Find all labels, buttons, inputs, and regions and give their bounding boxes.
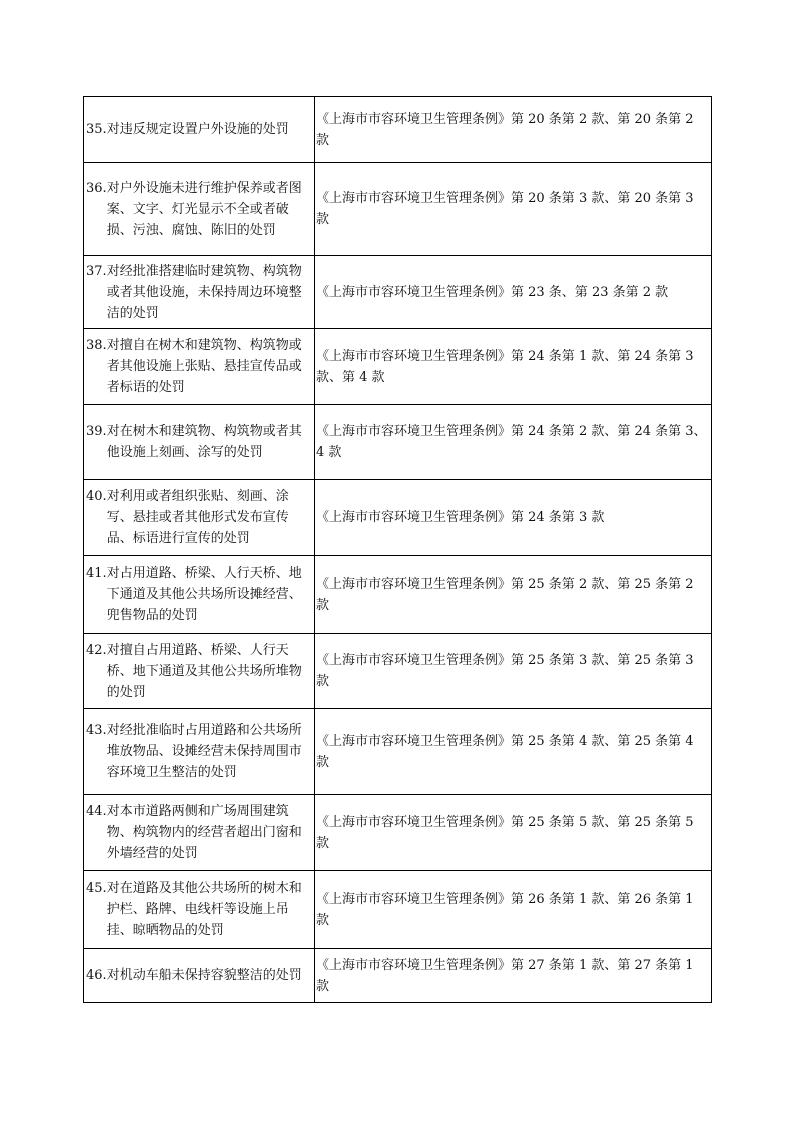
legal-basis-cell: 《上海市市容环境卫生管理条例》第 27 条第 1 款、第 27 条第 1 款	[315, 949, 712, 1003]
table-row	[84, 556, 712, 634]
table-row	[84, 634, 712, 709]
penalty-item-text: 对在树木和建筑物、构筑物或者其他设施上刻画、涂写的处罚	[106, 424, 302, 460]
legal-basis-cell: 《上海市市容环境卫生管理条例》第 26 条第 1 款、第 26 条第 1 款	[315, 871, 712, 949]
item-number: 44.	[86, 804, 107, 819]
table-row	[84, 405, 712, 480]
legal-basis-cell: 《上海市市容环境卫生管理条例》第 23 条、第 23 条第 2 款	[315, 256, 712, 329]
penalty-item-text: 对本市道路两侧和广场周围建筑物、构筑物内的经营者超出门窗和外墙经营的处罚	[106, 804, 302, 861]
item-number: 41.	[86, 566, 107, 581]
penalty-basis-table	[83, 96, 712, 1003]
table-row	[84, 949, 712, 1003]
table-row	[84, 709, 712, 795]
table-row	[84, 163, 712, 256]
item-number: 36.	[86, 180, 107, 196]
penalty-item-cell	[84, 97, 315, 163]
penalty-item-cell	[84, 329, 315, 405]
legal-basis-cell: 《上海市市容环境卫生管理条例》第 24 条第 3 款	[315, 480, 712, 556]
penalty-item-cell	[84, 556, 315, 634]
penalty-item-text: 对户外设施未进行维护保养或者图案、文字、灯光显示不全或者破损、污浊、腐蚀、陈旧的处罚	[106, 180, 302, 238]
penalty-item-cell	[84, 709, 315, 795]
penalty-item-text: 对擅自在树木和建筑物、构筑物或者其他设施上张贴、悬挂宣传品或者标语的处罚	[106, 338, 302, 395]
table-row	[84, 795, 712, 871]
table-row	[84, 256, 712, 329]
item-number: 42.	[86, 642, 107, 658]
penalty-item-cell	[84, 871, 315, 949]
legal-basis-cell: 《上海市市容环境卫生管理条例》第 25 条第 2 款、第 25 条第 2 款	[315, 556, 712, 634]
penalty-item-text: 对机动车船未保持容貌整洁的处罚	[106, 968, 302, 983]
table-row	[84, 871, 712, 949]
penalty-item-text: 对违反规定设置户外设施的处罚	[106, 122, 289, 137]
legal-basis-cell: 《上海市市容环境卫生管理条例》第 25 条第 5 款、第 25 条第 5 款	[315, 795, 712, 871]
item-number: 39.	[86, 424, 107, 439]
penalty-item-text: 对经批准临时占用道路和公共场所堆放物品、设摊经营未保持周围市容环境卫生整洁的处罚	[106, 723, 302, 780]
legal-basis-cell: 《上海市市容环境卫生管理条例》第 25 条第 3 款、第 25 条第 3 款	[315, 634, 712, 709]
penalty-item-text: 对经批准搭建临时建筑物、构筑物或者其他设施，未保持周边环境整洁的处罚	[106, 263, 302, 321]
penalty-item-cell	[84, 634, 315, 709]
penalty-item-text: 对占用道路、桥梁、人行天桥、地下通道及其他公共场所设摊经营、兜售物品的处罚	[106, 566, 302, 623]
table-row	[84, 480, 712, 556]
penalty-item-text: 对擅自占用道路、桥梁、人行天桥、地下通道及其他公共场所堆物的处罚	[106, 642, 302, 700]
penalty-item-cell	[84, 949, 315, 1003]
penalty-item-cell	[84, 405, 315, 480]
table-row	[84, 329, 712, 405]
legal-basis-cell: 《上海市市容环境卫生管理条例》第 25 条第 4 款、第 25 条第 4 款	[315, 709, 712, 795]
item-number: 40.	[86, 489, 107, 504]
table-row	[84, 97, 712, 163]
penalty-item-cell	[84, 163, 315, 256]
item-number: 46.	[86, 968, 107, 983]
penalty-item-cell	[84, 480, 315, 556]
penalty-item-cell	[84, 795, 315, 871]
legal-basis-cell: 《上海市市容环境卫生管理条例》第 24 条第 1 款、第 24 条第 3 款、第 4 款	[315, 329, 712, 405]
penalty-item-text: 对在道路及其他公共场所的树木和护栏、路牌、电线杆等设施上吊挂、晾晒物品的处罚	[106, 881, 302, 938]
legal-basis-cell: 《上海市市容环境卫生管理条例》第 20 条第 2 款、第 20 条第 2 款	[315, 97, 712, 163]
item-number: 45.	[86, 881, 107, 896]
penalty-item-cell	[84, 256, 315, 329]
item-number: 43.	[86, 723, 107, 738]
item-number: 38.	[86, 338, 107, 353]
legal-basis-cell: 《上海市市容环境卫生管理条例》第 20 条第 3 款、第 20 条第 3 款	[315, 163, 712, 256]
legal-basis-cell: 《上海市市容环境卫生管理条例》第 24 条第 2 款、第 24 条第 3、4 款	[315, 405, 712, 480]
item-number: 35.	[86, 122, 107, 137]
item-number: 37.	[86, 263, 107, 279]
penalty-item-text: 对利用或者组织张贴、刻画、涂写、悬挂或者其他形式发布宣传品、标语进行宣传的处罚	[106, 489, 289, 546]
